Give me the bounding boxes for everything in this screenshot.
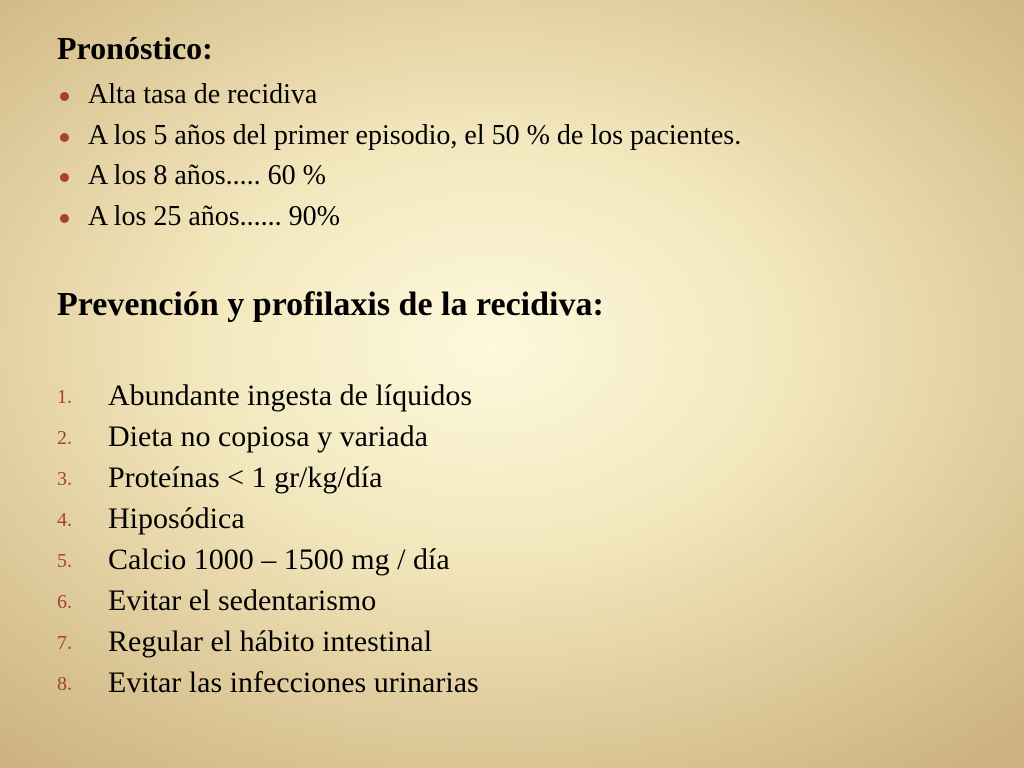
prognosis-bullet-text: A los 8 años..... 60 % (88, 160, 326, 191)
list-number: 4. (57, 509, 72, 531)
list-item-text: Proteínas < 1 gr/kg/día (108, 461, 383, 494)
list-number: 6. (57, 591, 72, 613)
bullet-dot-icon (60, 214, 69, 223)
list-item-text: Hiposódica (108, 502, 245, 535)
prognosis-bullet-item (57, 116, 741, 157)
prognosis-bullet-text: Alta tasa de recidiva (88, 79, 318, 110)
list-item-text: Evitar el sedentarismo (108, 584, 377, 617)
prognosis-bullet-item (57, 197, 741, 238)
prognosis-bullet-item (57, 156, 741, 197)
prognosis-bullet-item (57, 75, 741, 116)
list-item-text: Calcio 1000 – 1500 mg / día (108, 543, 450, 576)
bullet-dot-icon (60, 92, 69, 101)
list-item-text: Abundante ingesta de líquidos (108, 379, 473, 412)
list-number: 5. (57, 550, 72, 572)
list-number: 8. (57, 673, 72, 695)
list-number: 3. (57, 468, 72, 490)
list-number: 2. (57, 427, 72, 449)
prognosis-bullet-text: A los 25 años...... 90% (88, 200, 340, 232)
prognosis-bullet-text: A los 5 años del primer episodio, el 50 % de los pacientes. (88, 119, 742, 151)
list-number: 7. (57, 632, 72, 654)
bullet-dot-icon (60, 133, 69, 142)
prevention-heading: Prevención y profilaxis de la recidiva: (57, 286, 604, 323)
list-item-text: Regular el hábito intestinal (108, 625, 433, 658)
prognosis-heading: Pronóstico: (57, 30, 213, 66)
list-item-text: Dieta no copiosa y variada (108, 420, 428, 453)
prognosis-bullet-list (57, 75, 741, 237)
list-number: 1. (57, 386, 72, 408)
list-item-text: Evitar las infecciones urinarias (108, 666, 479, 699)
bullet-dot-icon (60, 173, 69, 182)
